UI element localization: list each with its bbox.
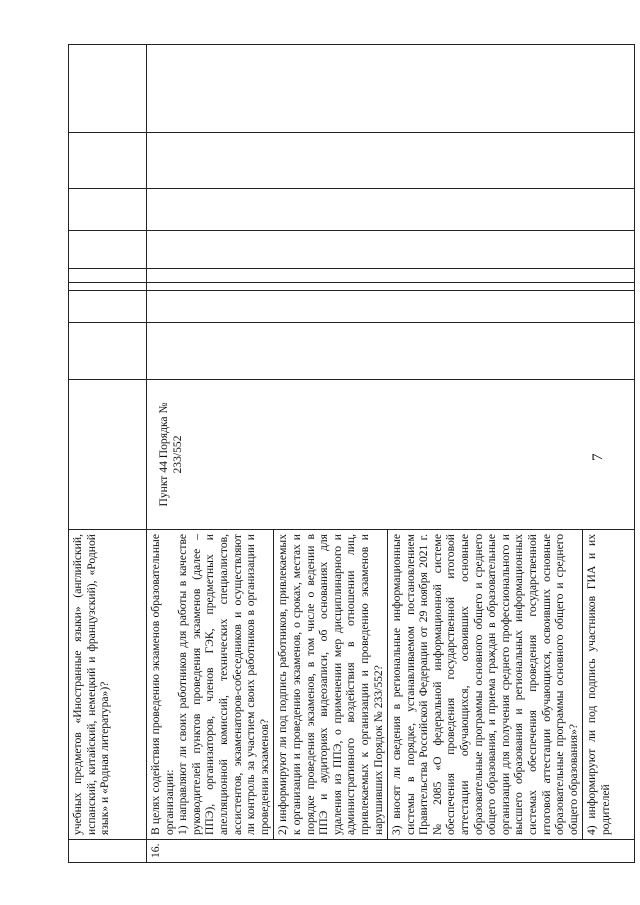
sub-question-1	[147, 530, 274, 839]
cell-reference: Пункт 44 Порядка № 233/552	[147, 380, 635, 530]
cell-reference	[69, 380, 147, 530]
cell-blank	[69, 189, 147, 231]
sub-question-4	[583, 530, 614, 839]
cell-question	[147, 530, 635, 840]
intro-text: В целях содействия проведению экзаменов образовательные организации:	[149, 534, 176, 835]
cell-answer-no	[147, 291, 635, 323]
cell-answer-na	[147, 283, 635, 291]
question-2-text: 2) информируют ли под подпись работников, привлекаемых к организации и проведению экзаменов, о сроках, местах и порядке проведения экзаменов, в том числе о ведении в ППЭ и аудиториях видеозаписи, об основаниях для удаления из ППЭ, о применении мер дисциплинарного и административного воздействия в отношении лиц, привлекаемых к организации и проведению экзаменов и нарушивших Порядок № 233/552?	[276, 534, 385, 835]
sub-question-2	[274, 530, 388, 839]
cell-blank	[147, 269, 635, 283]
cell-answer-na	[69, 283, 147, 291]
cell-blank	[147, 231, 635, 269]
cell-blank	[69, 269, 147, 283]
question-3-text: 3) вносят ли сведения в региональные информационные системы в порядке, устанавливаемом постановлением Правительства Российской Федерации от 29 ноября 2021 г. № 2085 «О федеральной информационной системе обеспечения проведения государственной итоговой аттестации обучающихся, освоивших основные образовательные программы основного общего и среднего общего образования, и приема граждан в образовательные организации для получения среднего профессионального и высшего образования и региональных информационных системах обеспечения проведения государственной итоговой аттестации обучающихся, освоивших основные образовательные программы основного общего и среднего общего образования»?	[390, 534, 580, 835]
cell-blank	[147, 189, 635, 231]
cell-answer-yes	[69, 323, 147, 380]
cell-question: учебных предметов «Иностранные языки» (английский, испанский, китайский, немецкий и французский), «Родной язык» и «Родная литература»)?	[69, 530, 147, 840]
question-1-text: 1) направляют ли своих работников для работы в качестве руководителей пунктов проведения экзаменов (далее – ППЭ), организаторов, членов ГЭК, предметных и апелляционной комиссий, технических специалистов, ассистентов, экзаменаторов-собеседников и осуществляют ли контроль за участием своих работников в организации и проведении экзаменов?	[176, 534, 271, 835]
cell-number	[69, 840, 147, 863]
cell-blank	[69, 133, 147, 189]
page-number: 7	[590, 453, 606, 461]
cell-answer-no	[69, 291, 147, 323]
cell-note	[69, 45, 147, 133]
question-4-text: 4) информируют ли под подпись участников ГИА и их родителей	[585, 534, 612, 835]
checklist-table	[68, 44, 635, 863]
table-row-continuation	[69, 45, 147, 863]
table-row-16	[147, 45, 635, 863]
sub-question-3	[388, 530, 583, 839]
cell-answer-yes	[147, 323, 635, 380]
cell-blank	[69, 231, 147, 269]
item-number: 16.	[147, 840, 635, 863]
cell-note	[147, 45, 635, 133]
cell-blank	[147, 133, 635, 189]
